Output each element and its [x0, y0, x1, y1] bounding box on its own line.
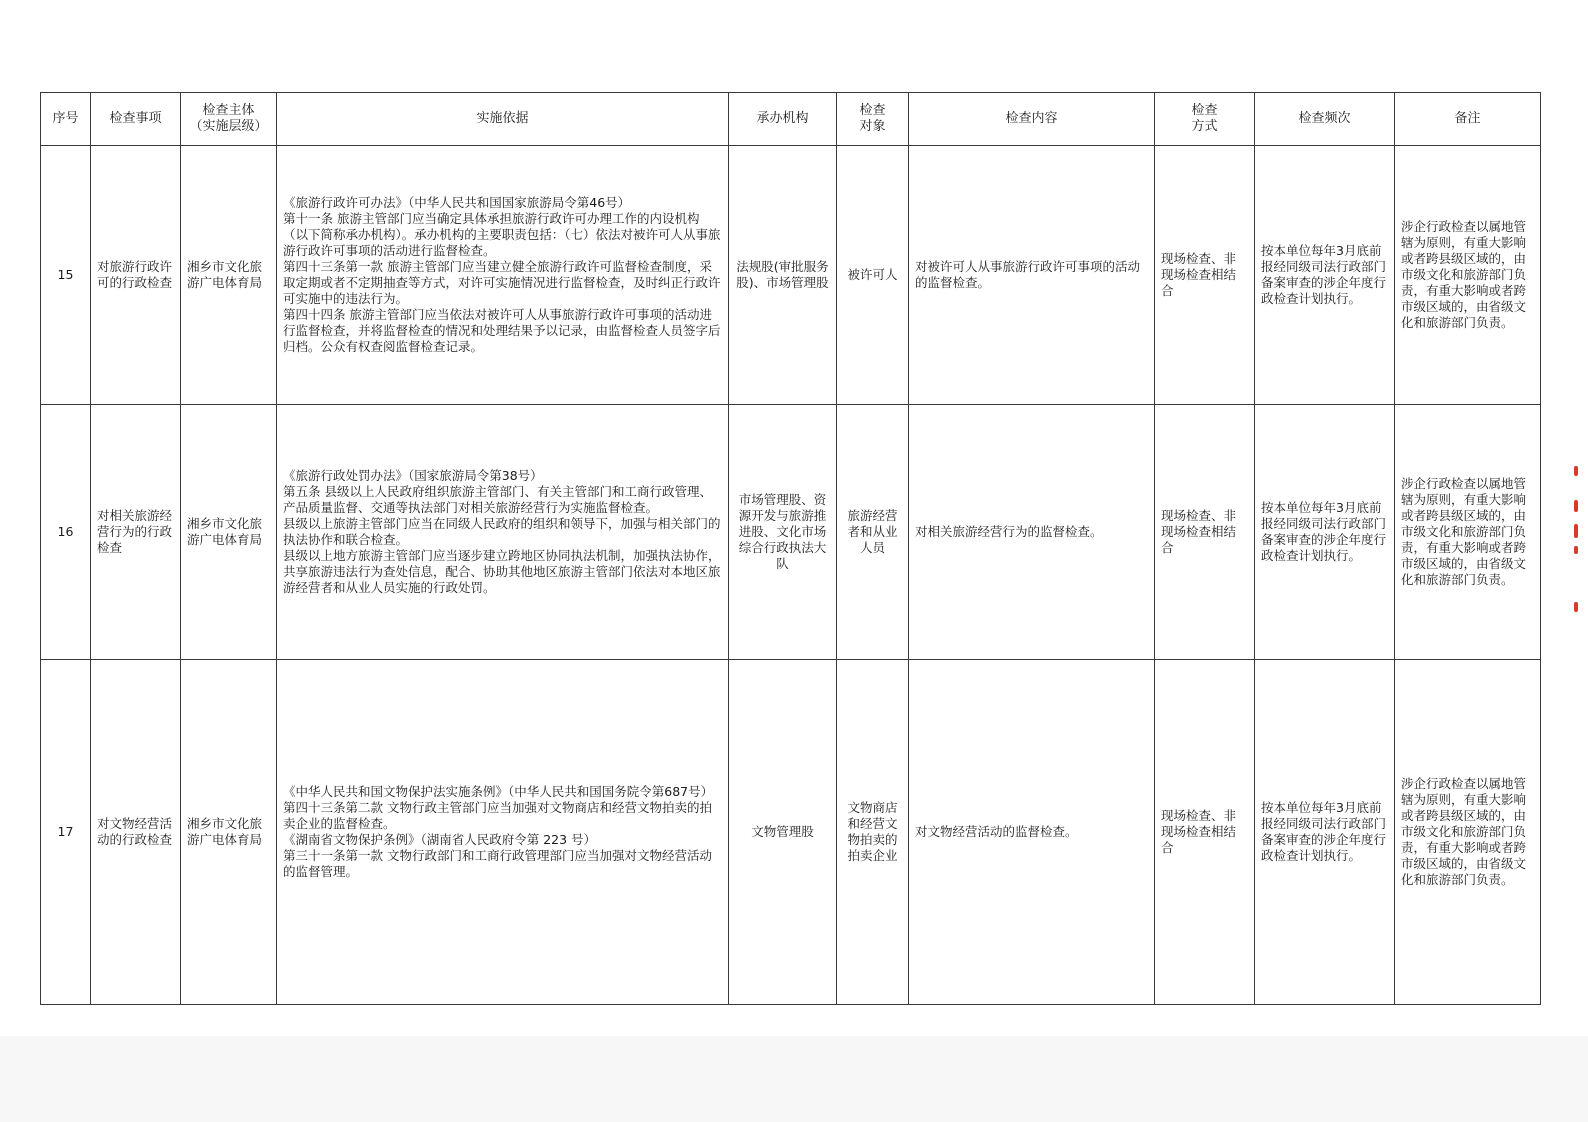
cell-remark: 涉企行政检查以属地管辖为原则，有重大影响或者跨县级区域的，由市级文化和旅游部门负责，有重大影响或者跨市级区域的，由省级文化和旅游部门负责。	[1395, 405, 1541, 660]
header-item: 检查事项	[91, 93, 181, 146]
cell-subject: 湘乡市文化旅游广电体育局	[181, 405, 277, 660]
cell-seq: 16	[41, 405, 91, 660]
cell-method: 现场检查、非现场检查相结合	[1155, 146, 1255, 405]
seal-edge-mark	[1574, 546, 1578, 554]
cell-item: 对旅游行政许可的行政检查	[91, 146, 181, 405]
cell-content: 对相关旅游经营行为的监督检查。	[909, 405, 1155, 660]
header-method	[1155, 93, 1255, 146]
cell-object: 文物商店和经营文物拍卖的拍卖企业	[837, 660, 909, 1005]
basis-paragraph: 第四十三条第一款 旅游主管部门应当建立健全旅游行政许可监督检查制度，采取定期或者不定期抽查等方式，对许可实施情况进行监督检查，及时纠正行政许可实施中的违法行为。	[283, 259, 721, 306]
header-content: 检查内容	[909, 93, 1155, 146]
inspection-table	[40, 92, 1541, 1005]
table-row	[41, 146, 1541, 405]
basis-paragraph: 县级以上地方旅游主管部门应当逐步建立跨地区协同执法机制，加强执法协作，共享旅游违法行为查处信息，配合、协助其他地区旅游主管部门依法对本地区旅游经营者和从业人员实施的行政处罚。	[283, 548, 721, 595]
basis-paragraph: 《旅游行政处罚办法》（国家旅游局令第38号）	[283, 468, 543, 483]
header-seq: 序号	[41, 93, 91, 146]
basis-paragraph: 第五条 县级以上人民政府组织旅游主管部门、有关主管部门和工商行政管理、产品质量监督、交通等执法部门对相关旅游经营行为实施监督检查。	[283, 484, 712, 515]
basis-paragraph: 第三十一条第一款 文物行政部门和工商行政管理部门应当加强对文物经营活动的监督管理。	[283, 848, 712, 879]
cell-item: 对文物经营活动的行政检查	[91, 660, 181, 1005]
cell-object: 旅游经营者和从业人员	[837, 405, 909, 660]
header-remark: 备注	[1395, 93, 1541, 146]
cell-content: 对被许可人从事旅游行政许可事项的活动的监督检查。	[909, 146, 1155, 405]
header-subject	[181, 93, 277, 146]
cell-seq: 17	[41, 660, 91, 1005]
cell-remark: 涉企行政检查以属地管辖为原则，有重大影响或者跨县级区域的，由市级文化和旅游部门负责，有重大影响或者跨市级区域的，由省级文化和旅游部门负责。	[1395, 146, 1541, 405]
cell-agency: 市场管理股、资源开发与旅游推进股、文化市场综合行政执法大队	[729, 405, 837, 660]
basis-paragraph: 《旅游行政许可办法》（中华人民共和国国家旅游局令第46号）	[283, 195, 631, 210]
cell-method: 现场检查、非现场检查相结合	[1155, 405, 1255, 660]
header-basis: 实施依据	[277, 93, 729, 146]
cell-frequency: 按本单位每年3月底前报经同级司法行政部门备案审查的涉企年度行政检查计划执行。	[1255, 660, 1395, 1005]
header-method-text: 检查 方式	[1191, 103, 1218, 134]
cell-remark: 涉企行政检查以属地管辖为原则，有重大影响或者跨县级区域的，由市级文化和旅游部门负责，有重大影响或者跨市级区域的，由省级文化和旅游部门负责。	[1395, 660, 1541, 1005]
scan-bottom-shade	[0, 1036, 1588, 1122]
cell-item: 对相关旅游经营行为的行政检查	[91, 405, 181, 660]
cell-basis	[277, 405, 729, 660]
cell-frequency: 按本单位每年3月底前报经同级司法行政部门备案审查的涉企年度行政检查计划执行。	[1255, 146, 1395, 405]
cell-object: 被许可人	[837, 146, 909, 405]
cell-content: 对文物经营活动的监督检查。	[909, 660, 1155, 1005]
cell-seq: 15	[41, 146, 91, 405]
cell-subject: 湘乡市文化旅游广电体育局	[181, 660, 277, 1005]
basis-paragraph: 第四十四条 旅游主管部门应当依法对被许可人从事旅游行政许可事项的活动进行监督检查，并将监督检查的情况和处理结果予以记录，由监督检查人员签字后归档。公众有权查阅监督检查记录。	[283, 307, 721, 354]
cell-subject: 湘乡市文化旅游广电体育局	[181, 146, 277, 405]
table-row	[41, 405, 1541, 660]
header-row	[41, 93, 1541, 146]
seal-edge-mark	[1574, 602, 1578, 612]
cell-basis	[277, 146, 729, 405]
basis-paragraph: 第四十三条第二款 文物行政主管部门应当加强对文物商店和经营文物拍卖的拍卖企业的监督检查。	[283, 800, 712, 831]
seal-edge-mark	[1574, 524, 1578, 538]
cell-basis	[277, 660, 729, 1005]
basis-paragraph: 第十一条 旅游主管部门应当确定具体承担旅游行政许可办理工作的内设机构（以下简称承办机构）。承办机构的主要职责包括：（七）依法对被许可人从事旅游行政许可事项的活动进行监督检查。	[283, 211, 721, 258]
cell-agency: 文物管理股	[729, 660, 837, 1005]
basis-paragraph: 县级以上旅游主管部门应当在同级人民政府的组织和领导下，加强与相关部门的执法协作和联合检查。	[283, 516, 721, 547]
header-object-text: 检查 对象	[859, 103, 886, 134]
cell-frequency: 按本单位每年3月底前报经同级司法行政部门备案审查的涉企年度行政检查计划执行。	[1255, 405, 1395, 660]
basis-paragraph: 《湖南省文物保护条例》（湖南省人民政府令第 223 号）	[283, 832, 597, 847]
cell-method: 现场检查、非现场检查相结合	[1155, 660, 1255, 1005]
seal-edge-mark	[1574, 500, 1578, 512]
table-row	[41, 660, 1541, 1005]
header-object	[837, 93, 909, 146]
header-frequency: 检查频次	[1255, 93, 1395, 146]
cell-agency: 法规股(审批服务股)、市场管理股	[729, 146, 837, 405]
header-agency: 承办机构	[729, 93, 837, 146]
header-subject-text: 检查主体 （实施层级）	[189, 103, 268, 134]
seal-edge-mark	[1574, 466, 1578, 476]
basis-paragraph: 《中华人民共和国文物保护法实施条例》（中华人民共和国国务院令第687号）	[283, 784, 714, 799]
